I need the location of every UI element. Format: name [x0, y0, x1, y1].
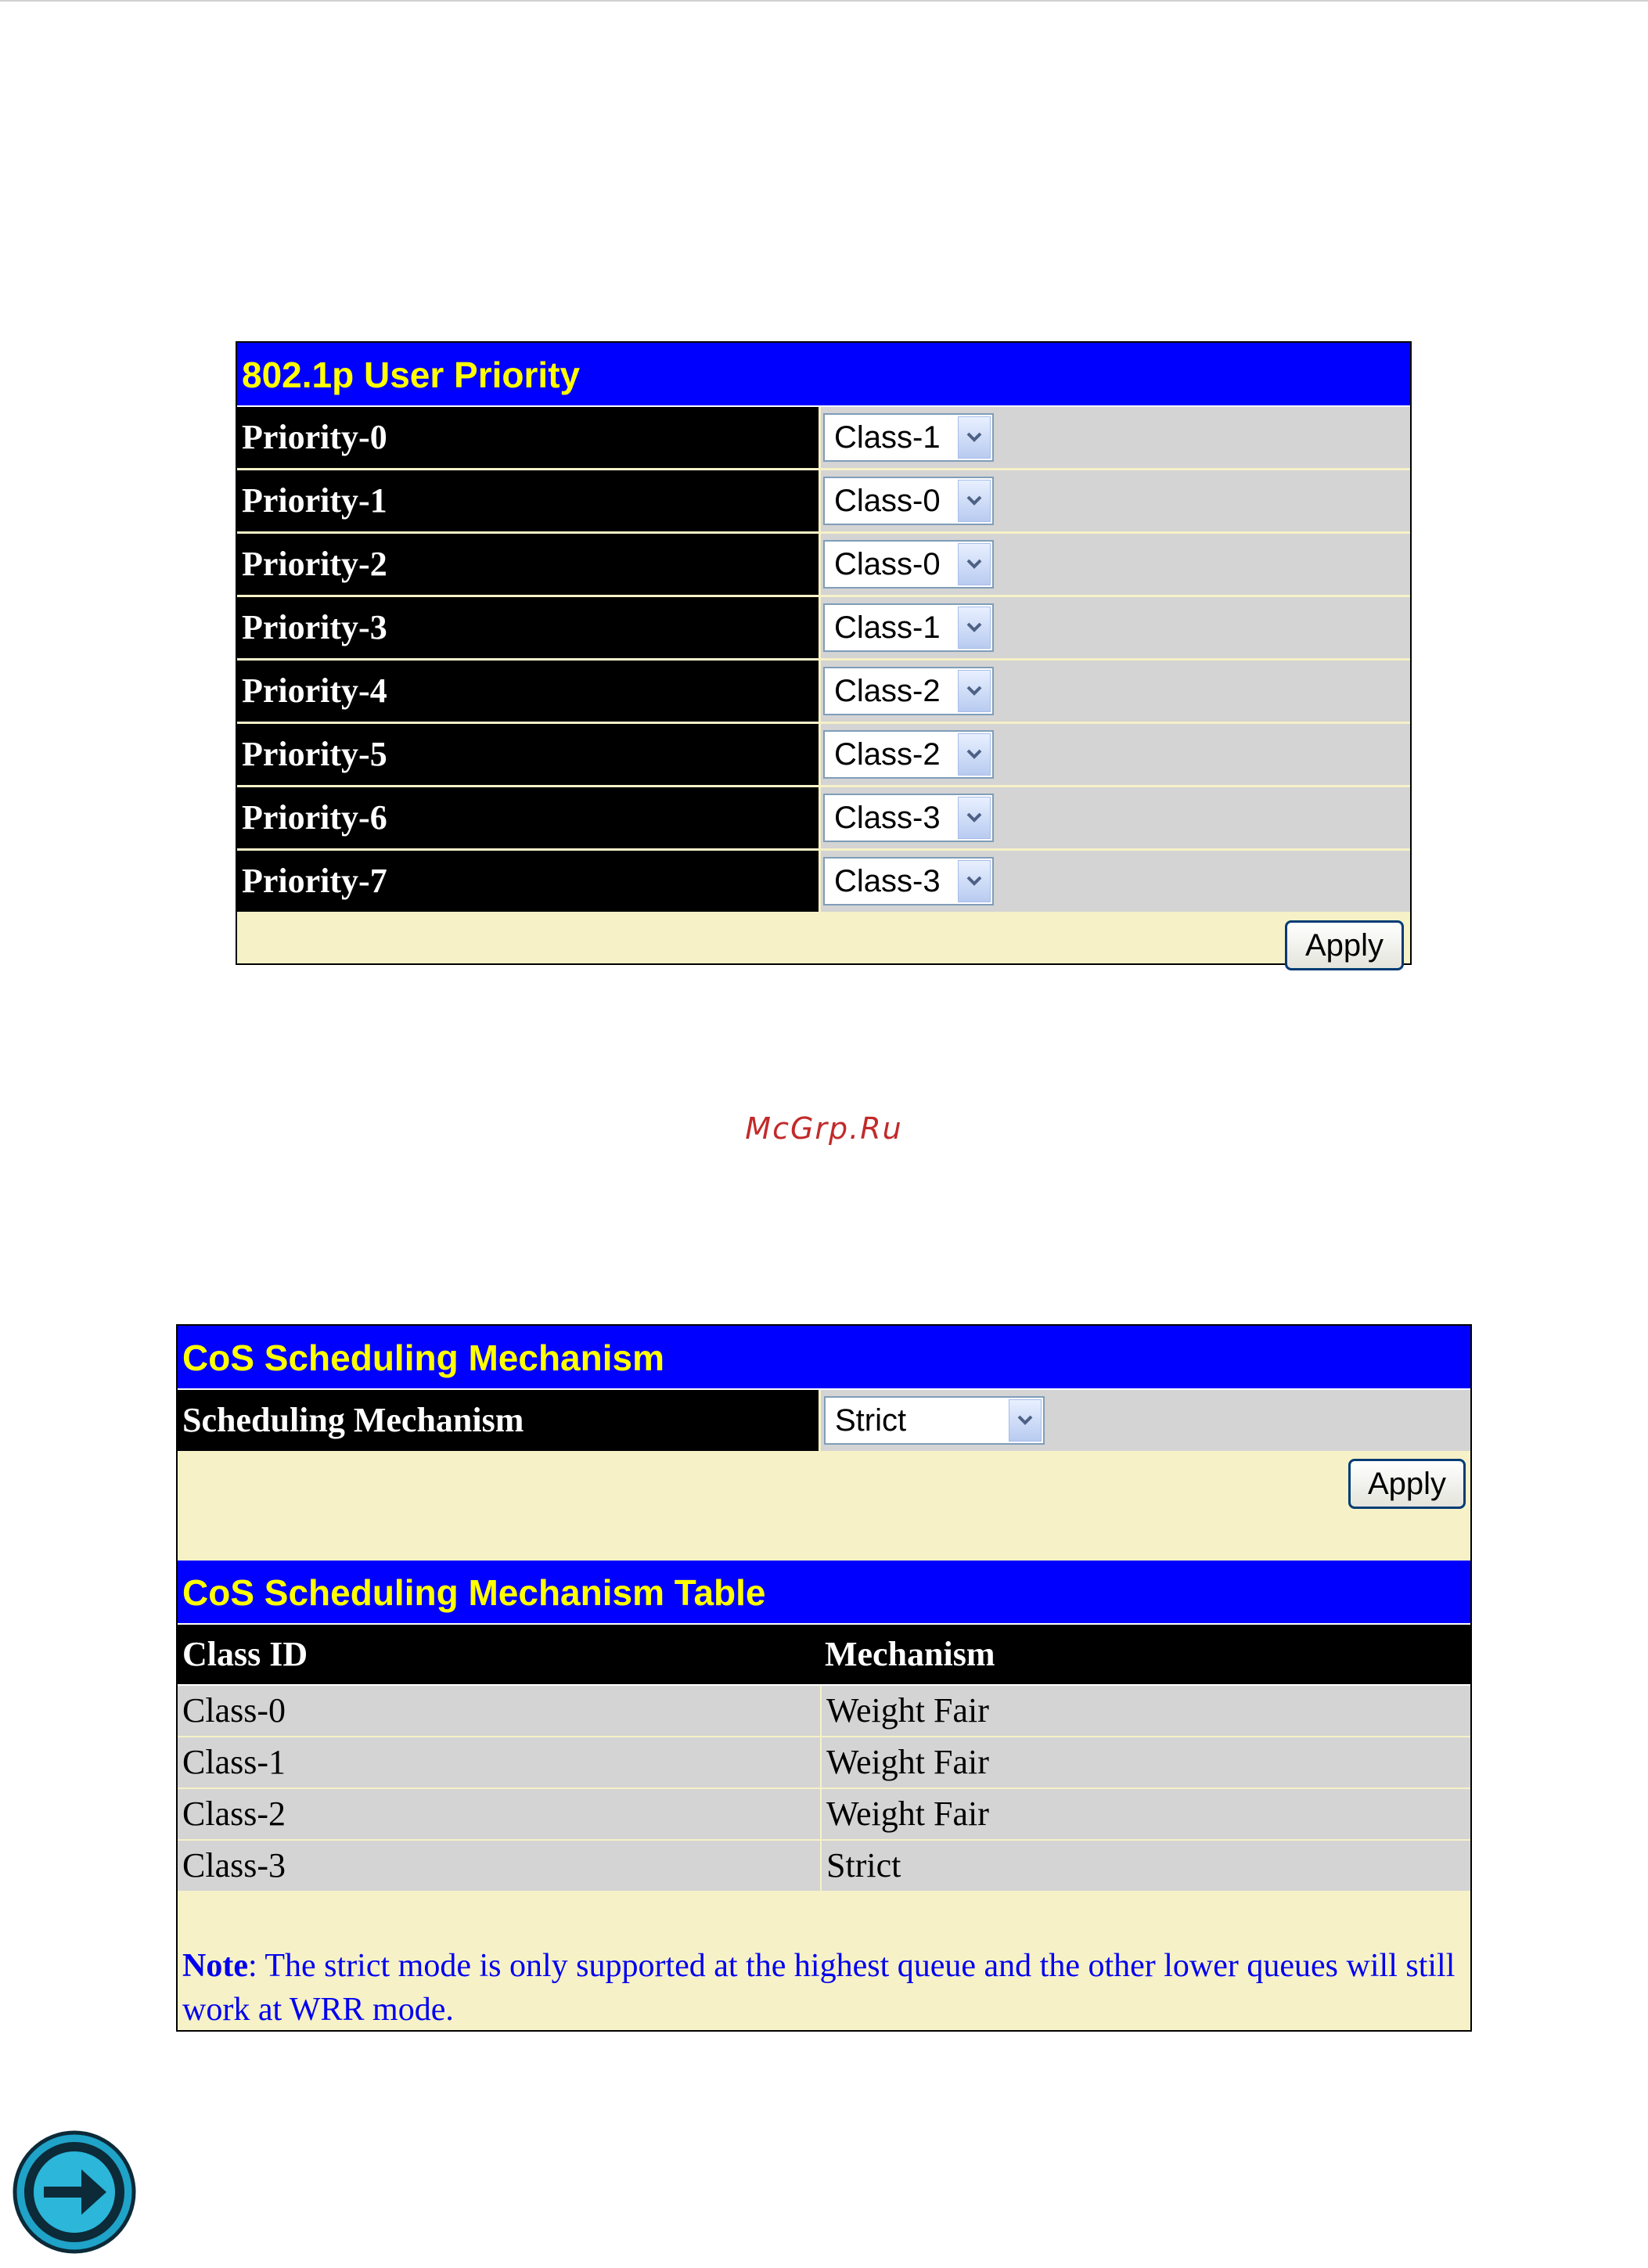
- chevron-down-icon[interactable]: [958, 670, 991, 712]
- cos-scheduling-table-title: CoS Scheduling Mechanism Table: [178, 1561, 1470, 1625]
- class-id-cell: Class-2: [178, 1789, 820, 1839]
- table-row: [178, 1737, 1470, 1789]
- priority-class-cell: [819, 470, 1410, 531]
- mechanism-cell: Weight Fair: [820, 1686, 1470, 1736]
- priority-label: Priority-0: [237, 407, 819, 468]
- watermark-text: McGrp.Ru: [745, 1111, 903, 1146]
- priority-class-cell: [819, 534, 1410, 595]
- priority-class-cell: [819, 851, 1410, 912]
- page-top-rule: [0, 0, 1648, 2]
- priority-class-value: Class-1: [834, 420, 941, 455]
- chevron-down-icon[interactable]: [958, 543, 991, 585]
- class-id-cell: Class-3: [178, 1841, 820, 1891]
- priority-label: Priority-5: [237, 724, 819, 785]
- mechanism-cell: Weight Fair: [820, 1789, 1470, 1839]
- priority-class-value: Class-3: [834, 801, 941, 835]
- scheduling-mechanism-select[interactable]: [824, 1396, 1045, 1445]
- priority-class-value: Class-0: [834, 484, 941, 518]
- priority-class-select[interactable]: [823, 730, 994, 779]
- priority-label: Priority-4: [237, 661, 819, 722]
- mechanism-cell: Strict: [820, 1841, 1470, 1891]
- cos-scheduling-footer: [178, 1451, 1470, 1561]
- column-header-class-id: Class ID: [182, 1635, 308, 1673]
- scheduling-mechanism-label: Scheduling Mechanism: [178, 1390, 819, 1451]
- priority-class-select[interactable]: [823, 794, 994, 842]
- priority-label: Priority-2: [237, 534, 819, 595]
- priority-class-value: Class-3: [834, 864, 941, 898]
- chevron-down-icon[interactable]: [958, 733, 991, 776]
- cos-scheduling-title: CoS Scheduling Mechanism: [178, 1326, 1470, 1390]
- cos-scheduling-panel: [176, 1324, 1472, 2032]
- priority-class-cell: [819, 787, 1410, 848]
- note-text: [182, 1944, 1458, 2032]
- priority-label: Priority-3: [237, 597, 819, 658]
- priority-class-value: Class-1: [834, 610, 941, 645]
- priority-class-cell: [819, 597, 1410, 658]
- user-priority-title: 802.1p User Priority: [237, 343, 1410, 407]
- table-row: [178, 1789, 1470, 1841]
- priority-class-value: Class-2: [834, 737, 941, 772]
- priority-class-select[interactable]: [823, 540, 994, 589]
- scheduling-mechanism-row: [178, 1390, 1470, 1451]
- priority-class-select[interactable]: [823, 603, 994, 652]
- priority-row: [237, 724, 1410, 787]
- priority-row: [237, 534, 1410, 597]
- priority-label: Priority-1: [237, 470, 819, 531]
- priority-label: Priority-7: [237, 851, 819, 912]
- chevron-down-icon[interactable]: [1009, 1399, 1042, 1442]
- chevron-down-icon[interactable]: [958, 607, 991, 649]
- table-row: [178, 1686, 1470, 1737]
- class-id-cell: Class-0: [178, 1686, 820, 1736]
- priority-row: [237, 597, 1410, 661]
- chevron-down-icon[interactable]: [958, 416, 991, 459]
- priority-row: [237, 407, 1410, 470]
- user-priority-footer: [237, 914, 1410, 977]
- cos-table-body: [178, 1686, 1470, 1892]
- arrow-right-circle-icon[interactable]: [11, 2129, 138, 2255]
- priority-class-cell: [819, 724, 1410, 785]
- chevron-down-icon[interactable]: [958, 797, 991, 839]
- priority-class-select[interactable]: [823, 413, 994, 462]
- priority-label: Priority-6: [237, 787, 819, 848]
- priority-class-select[interactable]: [823, 667, 994, 715]
- chevron-down-icon[interactable]: [958, 480, 991, 522]
- priority-row: [237, 787, 1410, 851]
- priority-class-select[interactable]: [823, 477, 994, 525]
- cos-scheduling-apply-button[interactable]: Apply: [1348, 1459, 1466, 1509]
- priority-row: [237, 851, 1410, 914]
- user-priority-apply-button[interactable]: Apply: [1285, 920, 1404, 970]
- mechanism-cell: Weight Fair: [820, 1737, 1470, 1787]
- priority-class-value: Class-2: [834, 674, 941, 708]
- scheduling-mechanism-value: Strict: [835, 1403, 907, 1438]
- user-priority-panel: [236, 341, 1412, 965]
- class-id-cell: Class-1: [178, 1737, 820, 1787]
- note-prefix: Note: [182, 1948, 248, 1984]
- scheduling-mechanism-cell: [819, 1390, 1470, 1451]
- table-row: [178, 1841, 1470, 1892]
- chevron-down-icon[interactable]: [958, 860, 991, 902]
- priority-row: [237, 661, 1410, 724]
- priority-class-cell: [819, 407, 1410, 468]
- priority-row: [237, 470, 1410, 534]
- note-body: : The strict mode is only supported at the highest queue and the other lower queues will still work at WRR mode.: [182, 1948, 1455, 2028]
- priority-class-cell: [819, 661, 1410, 722]
- cos-table-header: [178, 1625, 1470, 1686]
- column-header-mechanism: Mechanism: [825, 1635, 995, 1673]
- priority-class-select[interactable]: [823, 857, 994, 905]
- priority-class-value: Class-0: [834, 547, 941, 581]
- priority-rows: [237, 407, 1410, 914]
